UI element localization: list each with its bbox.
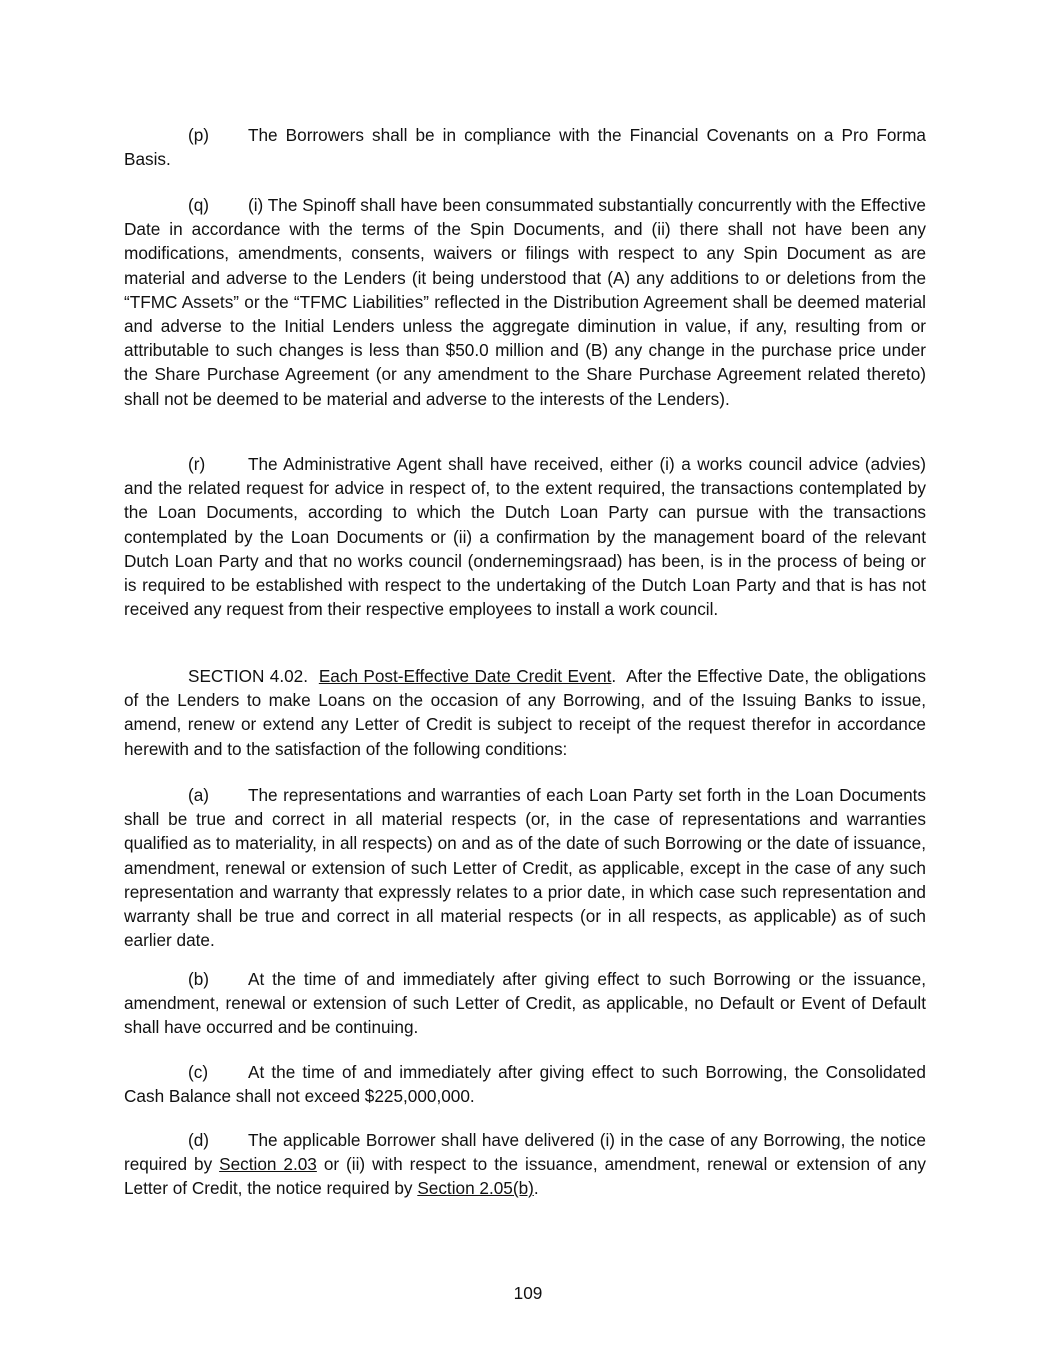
paragraph-text: The Borrowers shall be in compliance with the Financial Covenants on a Pro Forma Basis. [124,125,926,170]
paragraph-text: At the time of and immediately after giving effect to such Borrowing or the issuance, amendment, renewal or extension of such Letter of Credit, as applicable, no Default or Event of Default shall have occurred and be continuing. [124,969,926,1038]
paragraph-c [124,1060,926,1108]
section-title: Each Post-Effective Date Credit Event [318,666,612,686]
paragraph-text: The representations and warranties of each Loan Party set forth in the Loan Documents shall be true and correct in all material respects (or, in the case of representations and warranties qualified as to materiality, in all respects) on and as of the date of such Borrowing or the date of issuance, amendment, renewal or extension of such Letter of Credit, as applicable, except in the case of any such representation and warranty that expressly relates to a prior date, in which case such representation and warranty shall be true and correct in all material respects (or in all respects, as applicable) as of such earlier date. [124,785,926,951]
paragraph-text-end: . [533,1178,539,1199]
paragraph-r [124,452,926,621]
paragraph-text: (i) The Spinoff shall have been consummated substantially concurrently with the Effective Date in accordance with the terms of the Spin Documents, and (ii) there shall not have been any modifications, amendments, consents, waivers or filings with respect to any Spin Document as are material and adverse to the Lenders (it being understood that (A) any additions to or deletions from the “TFMC Assets” or the “TFMC Liabilities” reflected in the Distribution Agreement shall be deemed material and adverse to the Initial Lenders unless the aggregate diminution in value, if any, resulting from or attributable to such changes is less than $50.0 million and (B) any change in the purchase price under the Share Purchase Agreement (or any amendment to the Share Purchase Agreement related thereto) shall not be deemed to be material and adverse to the interests of the Lenders). [124,195,926,409]
paragraph-text-cont: or (ii) with respect to the issuance, amendment, renewal or extension of any Letter of Credit, the notice required by [124,1154,926,1199]
paragraph-a [124,783,926,952]
section-2-03-link[interactable]: Section 2.03 [219,1154,317,1175]
section-number: SECTION 4.02. [188,666,309,686]
paragraph-d [124,1128,926,1201]
section-title-end: . [611,666,617,686]
paragraph-text: At the time of and immediately after giving effect to such Borrowing, the Consolidated Cash Balance shall not exceed $225,000,000. [124,1062,926,1107]
paragraph-label: (b) [188,969,210,989]
paragraph-label: (q) [188,195,210,215]
paragraph-text: The Administrative Agent shall have received, either (i) a works council advice (advies) and the related request for advice in respect of, to the extent required, the transactions contemplated by the Loan Documents, according to which the Dutch Loan Party can pursue with the transactions contemplated by the Loan Documents or (ii) a confirmation by the management board of the relevant Dutch Loan Party and that no works council (ondernemingsraad) has been, is in the process of being or is required to be established with respect to the undertaking of the Dutch Loan Party and that is has not received any request from their respective employees to install a work council. [124,454,926,620]
paragraph-label: (c) [188,1062,209,1082]
page-number: 109 [513,1283,543,1303]
paragraph-q [124,193,926,411]
paragraph-label: (p) [188,125,210,145]
paragraph-b [124,967,926,1040]
paragraph-label: (r) [188,454,206,474]
paragraph-p [124,123,926,171]
paragraph-label: (d) [188,1130,210,1150]
paragraph-text: The applicable Borrower shall have delivered (i) in the case of any Borrowing, the notice required by [124,1130,926,1175]
paragraph-label: (a) [188,785,210,805]
section-4-02 [124,664,926,761]
section-text: After the Effective Date, the obligations of the Lenders to make Loans on the occasion of any Borrowing, and of the Issuing Banks to issue, amend, renew or extend any Letter of Credit is subject to receipt of the request therefor in accordance herewith and to the satisfaction of the following conditions: [124,666,926,759]
section-2-05b-link[interactable]: Section 2.05(b) [417,1178,534,1199]
